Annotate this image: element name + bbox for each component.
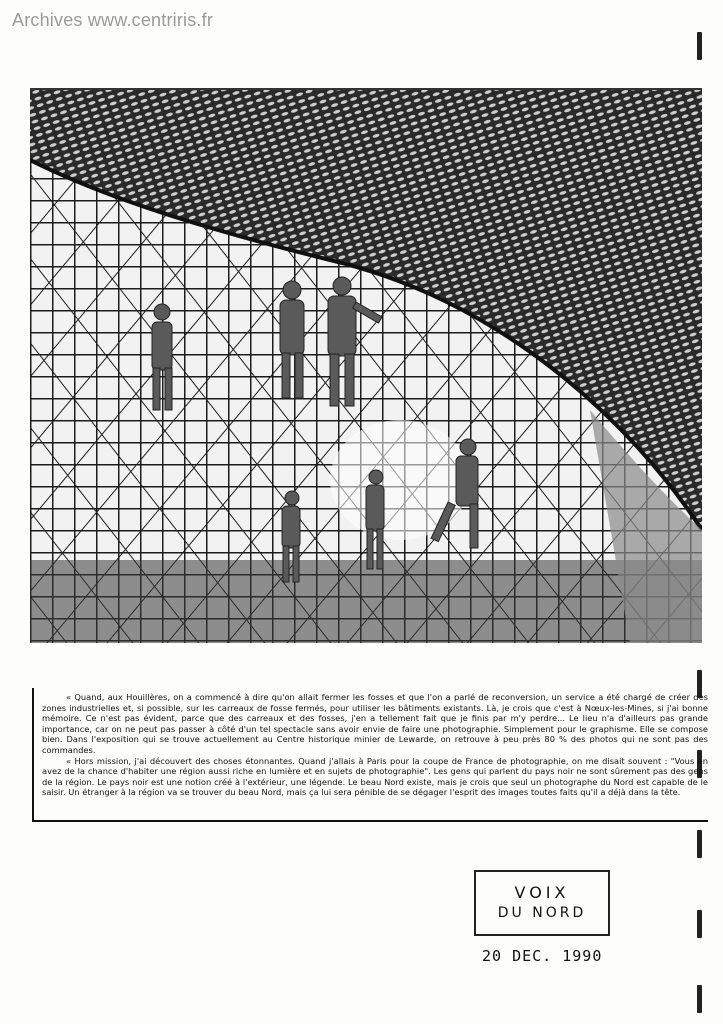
caption-paragraph: « Hors mission, j'ai découvert des choses étonnantes. Quand j'allais à Paris pour la coupe de France de photographie, on me disait souvent : "Vous en avez de la chance d'habiter une région aussi riche en lumière et en sujets de photographie". Les gens qui parlent du pays noir ne sont sûrement pas des gens de la région. Le pays noir est une notion créé à l'extérieur, une légende. Le beau Nord existe, mais je crois que seul un photographe du Nord est capable de le saisir. Un étranger à la région va se trouver du beau Nord, mais ça lui sera pénible de se dégager l'esprit des images toutes faits qu'il a déjà dans la tête.: [42, 755, 708, 798]
stamp-line-2: DU NORD: [497, 905, 587, 921]
article-caption: [32, 688, 708, 822]
publication-date: 20 DEC. 1990: [482, 947, 603, 965]
scaffolding-photo: [30, 88, 702, 643]
archive-watermark: Archives www.centriris.fr: [12, 10, 214, 30]
stamp-line-1: VOIX: [514, 883, 570, 902]
caption-paragraph: « Quand, aux Houillères, on a commencé à dire qu'on allait fermer les fosses et que l'on a parlé de reconversion, un service a été chargé de créer des zones industrielles et, si possible, sur les carreaux de fosse fermés, pour utiliser les bâtiments existants. Là, je crois que c'est à Nœux-les-Mines, si j'ai bonne mémoire. Ce n'est pas évident, parce que des carreaux et des fosses, j'en a tellement fait que je finis par m'y perdre... Le lieu n'a d'ailleurs pas grande importance, car on ne peut pas passer à côté d'un tel spectacle sans avoir envie de faire une photographie. Simplement pour le graphisme. Elle se compose bien. Dans l'exposition qui se trouve actuellement au Centre historique minier de Lewarde, on retrouve à peu près 80 % des photos qui ne sont pas des commandes.: [42, 692, 708, 755]
newspaper-stamp: [474, 870, 610, 936]
